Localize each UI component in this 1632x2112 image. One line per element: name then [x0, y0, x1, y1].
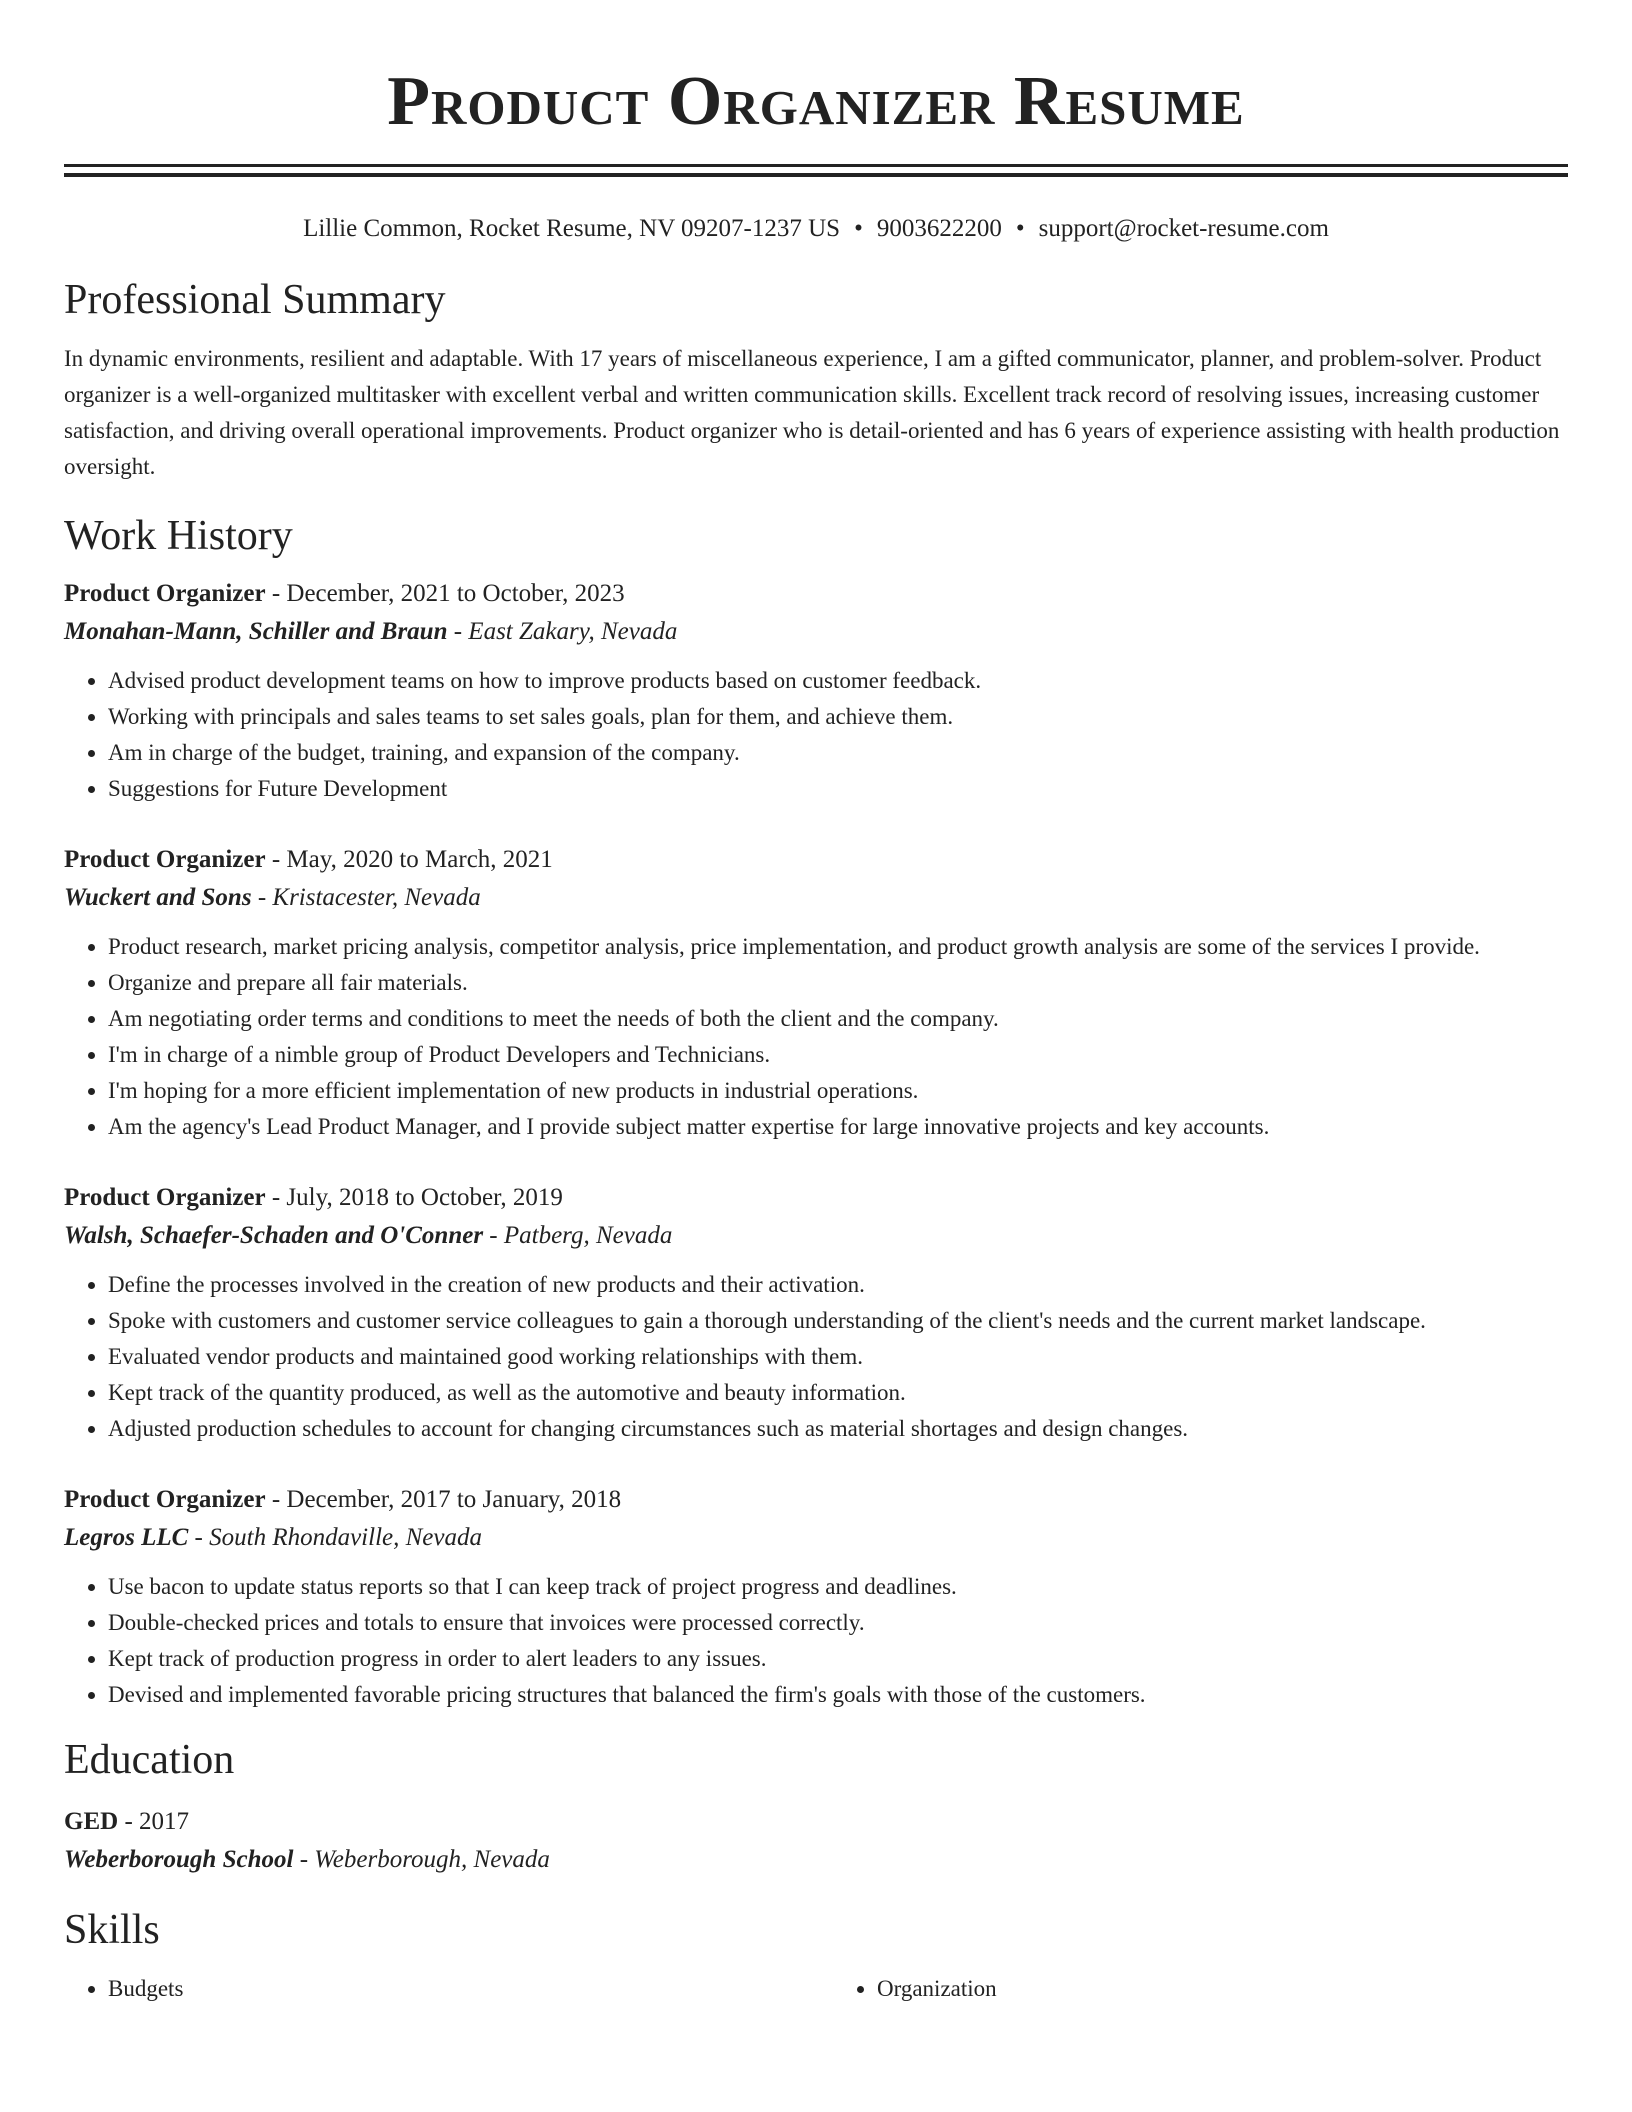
education-school-line: [64, 1841, 1568, 1879]
education-degree-line: [64, 1803, 1568, 1841]
education-location: - Weberborough, Nevada: [293, 1846, 550, 1873]
education-school: Weberborough School: [64, 1846, 294, 1873]
job-bullet: • Working with principals and sales teams to set sales goals, plan for them, and achieve them.: [108, 699, 1568, 735]
job-company-line: [64, 613, 1568, 651]
job-bullet: • Suggestions for Future Development: [108, 771, 1568, 807]
resume-page: [64, 0, 1568, 2007]
contact-email: support@rocket-resume.com: [1038, 215, 1329, 242]
title-divider-top: [64, 164, 1568, 167]
job-bullet: • Organize and prepare all fair materials.: [108, 965, 1568, 1001]
resume-title: Product Organizer Resume: [387, 63, 1245, 140]
skill-item: • Organization: [877, 1971, 1568, 2007]
job-bullets: [64, 1569, 1568, 1713]
job-company-line: [64, 1519, 1568, 1557]
job-bullet: • Am negotiating order terms and conditions to meet the needs of both the client and the company.: [108, 1001, 1568, 1037]
job-entry: [64, 1481, 1568, 1713]
contact-line: [64, 213, 1568, 245]
job-company-line: [64, 879, 1568, 917]
title-divider-bottom: [64, 173, 1568, 177]
job-location: - South Rhondaville, Nevada: [188, 1524, 482, 1551]
job-entry: [64, 1179, 1568, 1447]
job-company: Walsh, Schaefer-Schaden and O'Conner: [64, 1222, 484, 1249]
job-bullet: • Kept track of production progress in order to alert leaders to any issues.: [108, 1641, 1568, 1677]
job-header: [64, 1179, 1568, 1217]
job-header: [64, 841, 1568, 879]
job-title: Product Organizer: [64, 1184, 266, 1211]
job-bullet: • Advised product development teams on how to improve products based on customer feedback.: [108, 663, 1568, 699]
job-location: - Kristacester, Nevada: [251, 884, 481, 911]
job-bullets: [64, 1267, 1568, 1447]
job-dates: - December, 2017 to January, 2018: [265, 1486, 622, 1513]
summary-heading: Professional Summary: [64, 277, 446, 323]
work-history-heading: Work History: [64, 513, 293, 559]
contact-address: Lillie Common, Rocket Resume, NV 09207-1237 US: [303, 215, 841, 242]
job-bullet: • I'm hoping for a more efficient implementation of new products in industrial operations.: [108, 1073, 1568, 1109]
skill-item: • Budgets: [108, 1971, 799, 2007]
job-bullet: • I'm in charge of a nimble group of Product Developers and Technicians.: [108, 1037, 1568, 1073]
education-year: - 2017: [118, 1808, 190, 1835]
skills-column-left: [64, 1971, 799, 2007]
job-company-line: [64, 1217, 1568, 1255]
skills-list: [64, 1971, 1568, 2007]
job-bullet: • Evaluated vendor products and maintained good working relationships with them.: [108, 1339, 1568, 1375]
job-title: Product Organizer: [64, 1486, 266, 1513]
job-bullet: • Adjusted production schedules to account for changing circumstances such as material shortages and design changes.: [108, 1411, 1568, 1447]
job-header: [64, 1481, 1568, 1519]
skills-heading: Skills: [64, 1907, 160, 1953]
job-entry: [64, 841, 1568, 1145]
job-entry: [64, 575, 1568, 807]
education-degree: GED: [64, 1808, 119, 1835]
job-bullet: • Am in charge of the budget, training, and expansion of the company.: [108, 735, 1568, 771]
job-company: Wuckert and Sons: [64, 884, 252, 911]
job-location: - Patberg, Nevada: [483, 1222, 673, 1249]
job-bullet: • Define the processes involved in the creation of new products and their activation.: [108, 1267, 1568, 1303]
job-bullet: • Use bacon to update status reports so that I can keep track of project progress and deadlines.: [108, 1569, 1568, 1605]
job-dates: - May, 2020 to March, 2021: [265, 846, 553, 873]
job-bullet: • Product research, market pricing analysis, competitor analysis, price implementation, and product growth analysis are some of the services I provide.: [108, 929, 1568, 965]
job-title: Product Organizer: [64, 580, 266, 607]
job-company: Legros LLC: [64, 1524, 189, 1551]
job-title: Product Organizer: [64, 846, 266, 873]
job-bullets: [64, 929, 1568, 1145]
job-header: [64, 575, 1568, 613]
job-bullet: • Kept track of the quantity produced, as well as the automotive and beauty information.: [108, 1375, 1568, 1411]
contact-separator: •: [854, 215, 863, 242]
education-entry: [64, 1803, 1568, 1879]
job-bullet: • Spoke with customers and customer service colleagues to gain a thorough understanding of the client's needs and the current market landscape.: [108, 1303, 1568, 1339]
contact-phone: 9003622200: [876, 215, 1002, 242]
summary-text: In dynamic environments, resilient and adaptable. With 17 years of miscellaneous experience, I am a gifted communicator, planner, and problem-solver. Product organizer is a well-organized multitasker with excellent verbal and written communication skills. Excellent track record of resolving issues, increasing customer satisfaction, and driving overall operational improvements. Product organizer who is detail-oriented and has 6 years of experience assisting with health production oversight.: [64, 346, 1560, 479]
job-bullets: [64, 663, 1568, 807]
job-dates: - December, 2021 to October, 2023: [265, 580, 625, 607]
job-location: - East Zakary, Nevada: [447, 618, 678, 645]
skills-column-right: [799, 1971, 1568, 2007]
job-bullet: • Double-checked prices and totals to ensure that invoices were processed correctly.: [108, 1605, 1568, 1641]
job-dates: - July, 2018 to October, 2019: [265, 1184, 563, 1211]
contact-separator: •: [1015, 215, 1025, 242]
job-bullet: • Devised and implemented favorable pricing structures that balanced the firm's goals with those of the customers.: [108, 1677, 1568, 1713]
education-heading: Education: [64, 1737, 235, 1783]
job-bullet: • Am the agency's Lead Product Manager, and I provide subject matter expertise for large innovative projects and key accounts.: [108, 1109, 1568, 1145]
job-company: Monahan-Mann, Schiller and Braun: [64, 618, 448, 645]
